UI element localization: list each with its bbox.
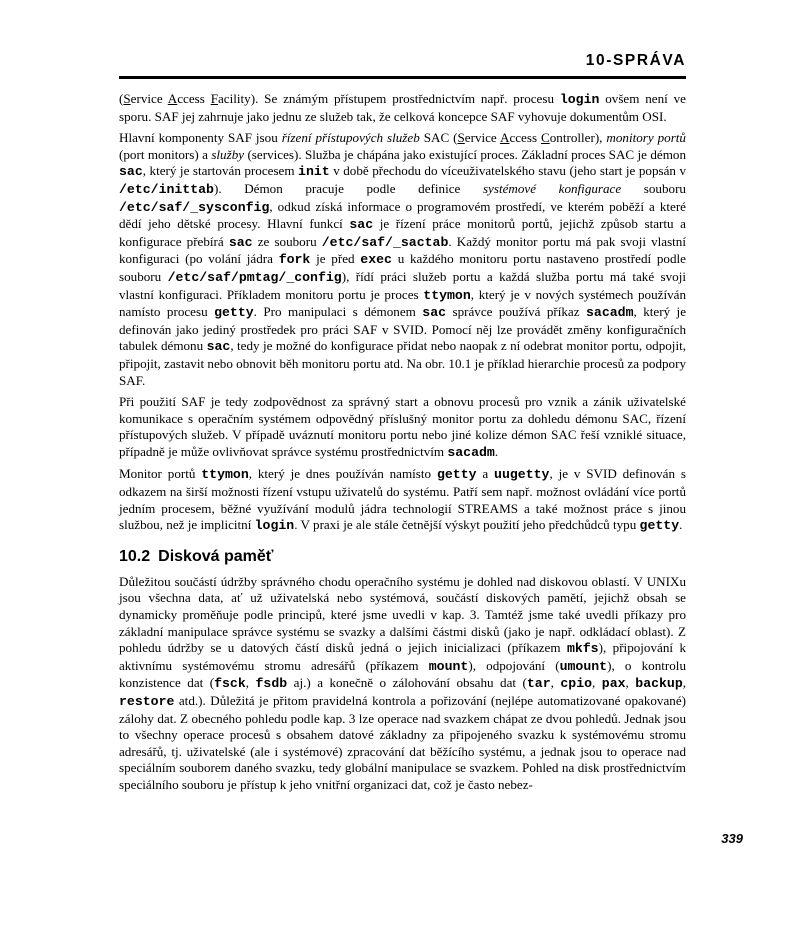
page-body (119, 91, 686, 799)
code-term: sac (119, 164, 143, 180)
paragraph: Důležitou součástí údržby správného chodu operačního systému je dohled nad diskovou oblastí. V UNIXu jsou všechna data, ať už uživatelská nebo systémová, součástí diskových pamětí, jejichž obsah se dynamicky proměňuje podle principů, které jsme uvedli v kap. 3. Tamtéž jsme také uvedli příkazy pro základní manipulace správce systému se svazky a dalšími částmi disků (jako je např. odkládací oblast). Z pohledu údržby se u datových částí disků jedná o jejich inicializaci (příkazem mkfs), připojování k aktivnímu systémovému stromu adresářů (příkazem mount), odpojování (umount), o kontrolu konzistence dat (fsck, fsdb aj.) a konečně o zálohování obsahu dat (tar, cpio, pax, backup, restore atd.). Důležitá je přitom pravidelná kontrola a pořizování (nejlépe automatizované opakované) zálohy dat. Z obecného pohledu podle kap. 3 lze operace nad svazkem chápat ze dvou pohledů. Jednak jsou to všechny operace procesů s obsahem datové základny za připojeného svazku k systémovému stromu adresářů, tj. uživatelské (ale i systémové) zpracování dat běžícího systému, a jednak jsou to operace nad speciálním souborem daného svazku, tedy globální manipulace se svazkem. Pohled na disk prostřednictvím speciálního souboru je přístup k jeho vnitřní organizaci dat, což je často nebez- (119, 573, 687, 792)
paragraph: Hlavní komponenty SAF jsou řízení přístupových služeb SAC (Service Access Controller), monitory portů (port monitors) a služby (services). Služba je chápána jako existující proces. Základní proces SAC je démon sac, který je startován procesem init v době přechodu do víceuživatelského stavu (jeho start je popsán v /etc/inittab). Démon pracuje podle definice systémové konfigurace souboru /etc/saf/_sysconfig, odkud získá informace o programovém prostředí, ve kterém poběží a které dědí jeho dětské procesy. Hlavní funkcí sac je řízení práce monitorů portů, jejichž způsob startu a konfigurace přebírá sac ze souboru /etc/saf/_sactab. Každý monitor portu má pak svoji vlastní konfiguraci (po volání jádra fork je před exec u každého monitoru portu nastaveno prostředí podle souboru /etc/saf/pmtag/_config), řídí práci služeb portu a každá služba portu má také svoji vlastní konfiguraci. Příkladem monitoru portu je proces ttymon, který je v nových systémech používán namísto procesu getty. Pro manipulaci s démonem sac správce používá příkaz sacadm, který je definován jako jediný prostředek pro práci SAF v SVID. Pomocí něj lze provádět změny konfiguračních tabulek démonu sac, tedy je možné do konfigurace přidat nebo naopak z ní odebrat monitor portu, odpojit, připojit, zastavit nebo obnovit běh monitoru portu atd. Na obr. 10.1 je příklad hierarchie procesů za podpory SAF. (119, 130, 687, 388)
code-term: fsdb (255, 676, 288, 692)
paragraph: (Service Access Facility). Se známým přístupem prostřednictvím např. procesu login ovšem není ve sporu. SAF jej zahrnuje jako jednu ze služeb tak, že celková koncepce SAF vyhovuje dokumentům OSI. (119, 91, 686, 124)
header-rule (119, 76, 686, 79)
code-term: sacadm (447, 444, 495, 460)
underlined-letter: F (210, 91, 218, 106)
code-term: pax (601, 676, 626, 692)
emphasized-term: služby (211, 146, 245, 162)
code-term: login (559, 92, 600, 107)
code-term: sac (349, 217, 374, 233)
code-term: mount (428, 658, 469, 674)
code-term: ttymon (201, 467, 249, 483)
underlined-letter: S (457, 130, 465, 146)
emphasized-term: systémové konfigurace (482, 180, 622, 196)
emphasized-term: monitory portů (606, 130, 686, 146)
code-term: ttymon (423, 287, 471, 303)
code-term: fsck (214, 676, 246, 692)
code-term: tar (526, 676, 551, 692)
paragraph: Monitor portů ttymon, který je dnes používán namísto getty a uugetty, je v SVID definován s odkazem na širší možnosti řízení vstupu uživatelů do systému. Patří sem např. možnost ovládání více portů jedním procesem, běžné využívání modulů jádra technologií STREAMS a také možnost práce s jinou službou, než je implicitní login. V praxi je ale stále četnější výskyt použití jeho předchůdců typu getty. (119, 466, 686, 534)
code-term: uugetty (494, 467, 550, 483)
code-term: getty (214, 305, 254, 321)
code-term: /etc/saf/_sysconfig (119, 199, 270, 215)
code-term: umount (559, 658, 608, 674)
emphasized-term: řízení přístupových služeb (281, 130, 420, 146)
code-term: /etc/saf/pmtag/_config (167, 269, 342, 285)
code-term: cpio (560, 676, 593, 692)
code-term: mkfs (566, 641, 599, 657)
code-term: sac (206, 339, 231, 355)
code-term: fork (278, 252, 311, 268)
code-term: /etc/saf/_sactab (321, 234, 449, 250)
section-heading (119, 547, 686, 567)
paragraph: Při použití SAF je tedy zodpovědnost za správný start a obnovu procesů pro vznik a zánik uživatelské komunikace s operačním systémem odpovědný příslušný monitor portu za dohledu démonu SAC, řízení přístupových služeb. V případě uváznutí monitoru portu nebo jiné kolize démon SAC řeší vzniklé situace, případně je může ovlivňovat správce systému prostřednictvím sacadm. (119, 394, 686, 460)
code-term: sacadm (586, 305, 634, 321)
underlined-letter: S (123, 91, 131, 106)
code-term: sac (228, 234, 253, 250)
underlined-letter: C (541, 130, 550, 146)
page-number: 339 (721, 831, 743, 846)
code-term: exec (360, 252, 392, 268)
code-term: backup (635, 676, 683, 692)
code-term: getty (639, 518, 680, 534)
running-header (119, 50, 686, 72)
underlined-letter: A (167, 91, 178, 106)
code-term: sac (422, 305, 447, 321)
code-term: getty (436, 467, 477, 483)
code-term: init (298, 164, 330, 180)
code-term: /etc/inittab (119, 181, 214, 197)
section-title: Disková paměť (158, 547, 274, 565)
underlined-letter: A (499, 130, 510, 146)
code-term: login (254, 518, 295, 534)
code-term: restore (119, 694, 175, 709)
chapter-title: 10-SPRÁVA (585, 52, 686, 69)
section-number: 10.2 (119, 547, 151, 565)
